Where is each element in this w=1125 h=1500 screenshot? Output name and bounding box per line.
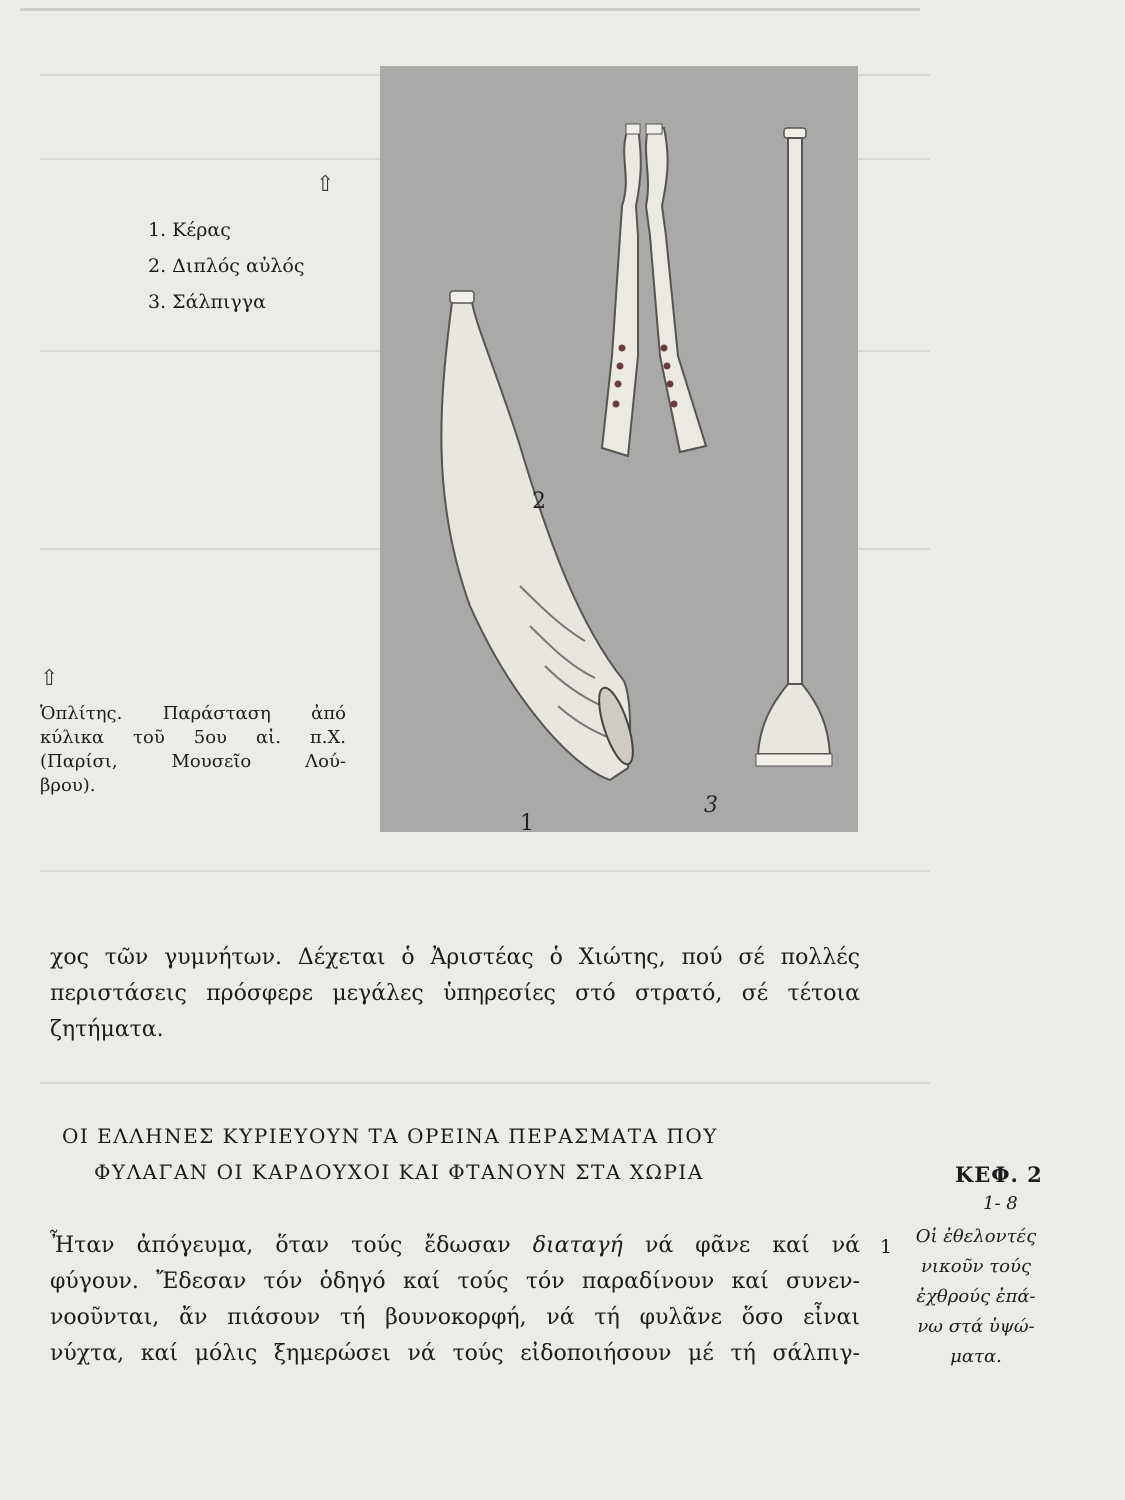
side-note-line: ματα. bbox=[950, 1346, 1002, 1367]
page-top-edge bbox=[20, 8, 920, 11]
emphasis-word: διαταγή bbox=[532, 1233, 623, 1258]
side-note-line: ἐχθρούς ἐπά- bbox=[916, 1286, 1036, 1307]
chapter-range: 1- 8 bbox=[983, 1193, 1018, 1214]
hoplite-caption-line: κύλικα τοῦ 5ου αἰ. π.Χ. bbox=[40, 727, 346, 748]
paragraph-main bbox=[50, 1228, 860, 1372]
side-note bbox=[906, 1222, 1046, 1372]
reference-arrow-icon: ⇧ bbox=[316, 172, 335, 197]
horn-drawing bbox=[441, 291, 639, 780]
hoplite-caption-line: βρου). bbox=[40, 775, 96, 796]
text-fragment: Ἦταν ἀπόγευμα, ὅταν τούς ἔδωσαν bbox=[50, 1233, 533, 1258]
caption-item-horn: 1. Κέρας bbox=[148, 219, 231, 241]
section-heading-line-2: ΦΥΛΑΓΑΝ ΟΙ ΚΑΡΔΟΥΧΟΙ ΚΑΙ ΦΤΑΝΟΥΝ ΣΤΑ ΧΩΡΙΑ bbox=[94, 1160, 704, 1184]
hoplite-caption-line: Ὁπλίτης. Παράσταση ἀπό bbox=[40, 703, 346, 724]
text-line: χος τῶν γυμνήτων. Δέχεται ὁ Ἀριστέας ὁ Χιώτης, πού σέ πολλές bbox=[50, 945, 860, 970]
figure-label-3: 3 bbox=[704, 793, 718, 818]
instruments-figure bbox=[380, 66, 858, 832]
figure-label-1: 1 bbox=[520, 811, 534, 832]
side-note-line: Οἱ ἐθελοντές bbox=[915, 1226, 1037, 1247]
text-line: νοοῦνται, ἄν πιάσουν τή βουνοκορφή, νά τή φυλᾶνε ὅσο εἶναι bbox=[50, 1305, 860, 1330]
instruments-illustration bbox=[380, 66, 858, 832]
side-note-line: νω στά ὑψώ- bbox=[917, 1316, 1035, 1337]
text-fragment: νά φᾶνε καί νά bbox=[622, 1233, 860, 1258]
hoplite-caption-line: (Παρίσι, Μουσεῖο Λού- bbox=[40, 751, 346, 772]
verse-number: 1 bbox=[880, 1236, 893, 1258]
text-line: περιστάσεις πρόσφερε μεγάλες ὑπηρεσίες στό στρατό, σέ τέτοια bbox=[50, 981, 860, 1006]
double-aulos-drawing bbox=[602, 124, 706, 456]
text-line bbox=[50, 1228, 860, 1264]
chapter-label: ΚΕΦ. 2 bbox=[955, 1162, 1043, 1187]
hoplite-caption bbox=[40, 702, 346, 798]
bleed-through-line bbox=[40, 870, 930, 872]
text-line: νύχτα, καί μόλις ξημερώσει νά τούς εἰδοποιήσουν μέ τή σάλπιγ- bbox=[50, 1341, 860, 1366]
reference-arrow-icon: ⇧ bbox=[40, 666, 59, 691]
figure-caption-list bbox=[148, 212, 305, 320]
caption-item-trumpet: 3. Σάλπιγγα bbox=[148, 291, 266, 313]
bleed-through-line bbox=[40, 1082, 930, 1084]
salpinx-drawing bbox=[756, 128, 832, 766]
text-line: ζητήματα. bbox=[50, 1017, 164, 1042]
caption-item-double-aulos: 2. Διπλός αὐλός bbox=[148, 255, 305, 277]
section-heading-line-1: ΟΙ ΕΛΛΗΝΕΣ ΚΥΡΙΕΥΟΥΝ ΤΑ ΟΡΕΙΝΑ ΠΕΡΑΣΜΑΤΑ ΠΟΥ bbox=[62, 1124, 718, 1148]
text-line: φύγουν. Ἔδεσαν τόν ὁδηγό καί τούς τόν παραδίνουν καί συνεν- bbox=[50, 1269, 860, 1294]
paragraph-continuation bbox=[50, 940, 860, 1048]
figure-label-2: 2 bbox=[532, 489, 546, 514]
side-note-line: νικοῦν τούς bbox=[920, 1256, 1032, 1277]
